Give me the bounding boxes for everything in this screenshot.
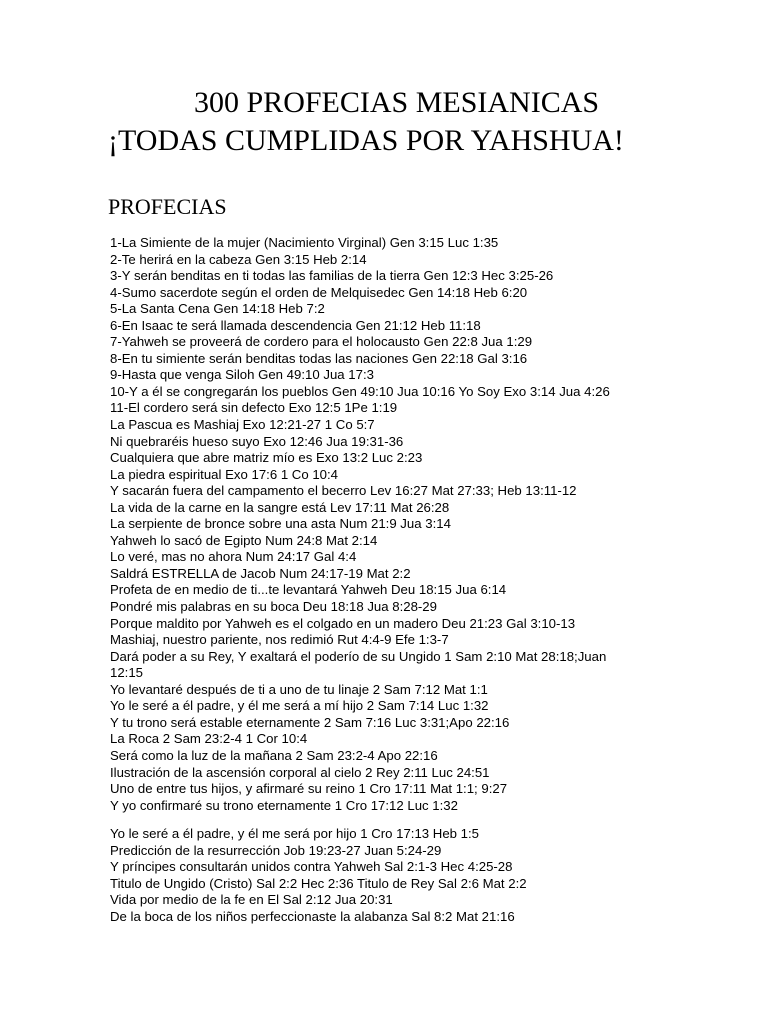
- list-item: 12:15: [110, 665, 144, 681]
- list-item: La vida de la carne en la sangre está Lev 17:11 Mat 26:28: [110, 499, 450, 515]
- list-item: Dará poder a su Rey, Y exaltará el poderío de su Ungido 1 Sam 2:10 Mat 28:18;Juan: [110, 648, 607, 664]
- list-item: La Pascua es Mashiaj Exo 12:21-27 1 Co 5:7: [110, 417, 375, 433]
- list-item: Yo le seré a él padre, y él me será por hijo 1 Cro 17:13 Heb 1:5: [110, 826, 479, 841]
- list-item: 4-Sumo sacerdote según el orden de Melquisedec Gen 14:18 Heb 6:20: [110, 284, 528, 300]
- list-item: 8-En tu simiente serán benditas todas las naciones Gen 22:18 Gal 3:16: [110, 350, 528, 366]
- list-item: Yo le seré a él padre, y él me será a mí hijo 2 Sam 7:14 Luc 1:32: [110, 698, 489, 714]
- document-title-line1: 300 PROFECIAS MESIANICAS: [194, 86, 600, 119]
- list-item: De la boca de los niños perfeccionaste la alabanza Sal 8:2 Mat 21:16: [110, 908, 515, 924]
- list-item: Vida por medio de la fe en El Sal 2:12 Jua 20:31: [110, 892, 393, 908]
- prophecy-list-block1: [110, 235, 670, 814]
- list-item: Lo veré, mas no ahora Num 24:17 Gal 4:4: [110, 549, 357, 565]
- list-item: Yahweh lo sacó de Egipto Num 24:8 Mat 2:14: [110, 532, 378, 548]
- list-item: Ni quebraréis hueso suyo Exo 12:46 Jua 19:31-36: [110, 433, 404, 449]
- list-item: Porque maldito por Yahweh es el colgado en un madero Deu 21:23 Gal 3:10-13: [110, 615, 576, 631]
- list-item: Profeta de en medio de ti...te levantará Yahweh Deu 18:15 Jua 6:14: [110, 582, 507, 598]
- list-item: La piedra espiritual Exo 17:6 1 Co 10:4: [110, 466, 338, 482]
- list-item: Y tu trono será estable eternamente 2 Sam 7:16 Luc 3:31;Apo 22:16: [110, 714, 510, 730]
- list-item: 11-El cordero será sin defecto Exo 12:5 1Pe 1:19: [110, 400, 398, 416]
- list-item: 9-Hasta que venga Siloh Gen 49:10 Jua 17:3: [110, 367, 374, 383]
- document-title-line2: ¡TODAS CUMPLIDAS POR YAHSHUA!: [108, 124, 624, 157]
- list-item: Predicción de la resurrección Job 19:23-27 Juan 5:24-29: [110, 842, 442, 858]
- list-item: Mashiaj, nuestro pariente, nos redimió Rut 4:4-9 Efe 1:3-7: [110, 632, 449, 648]
- list-item: La serpiente de bronce sobre una asta Num 21:9 Jua 3:14: [110, 516, 451, 532]
- list-item: 7-Yahweh se proveerá de cordero para el holocausto Gen 22:8 Jua 1:29: [110, 334, 533, 350]
- section-heading: PROFECIAS: [108, 194, 227, 219]
- list-item: 2-Te herirá en la cabeza Gen 3:15 Heb 2:14: [110, 251, 367, 267]
- list-item: 5-La Santa Cena Gen 14:18 Heb 7:2: [110, 301, 325, 317]
- list-item: Uno de entre tus hijos, y afirmaré su reino 1 Cro 17:11 Mat 1:1; 9:27: [110, 781, 508, 797]
- list-item: Cualquiera que abre matriz mío es Exo 13:2 Luc 2:23: [110, 450, 423, 466]
- list-item: Y sacarán fuera del campamento el becerro Lev 16:27 Mat 27:33; Heb 13:11-12: [110, 483, 577, 499]
- list-item: 3-Y serán benditas en ti todas las familias de la tierra Gen 12:3 Hec 3:25-26: [110, 268, 554, 284]
- list-item: Ilustración de la ascensión corporal al cielo 2 Rey 2:11 Luc 24:51: [110, 764, 490, 780]
- list-item: Saldrá ESTRELLA de Jacob Num 24:17-19 Mat 2:2: [110, 565, 411, 581]
- list-item: Titulo de Ungido (Cristo) Sal 2:2 Hec 2:36 Titulo de Rey Sal 2:6 Mat 2:2: [110, 875, 527, 891]
- prophecy-list-block2: [110, 826, 670, 925]
- list-item: 6-En Isaac te será llamada descendencia Gen 21:12 Heb 11:18: [110, 317, 481, 333]
- list-item: Será como la luz de la mañana 2 Sam 23:2-4 Apo 22:16: [110, 747, 438, 763]
- list-item: Y príncipes consultarán unidos contra Yahweh Sal 2:1-3 Hec 4:25-28: [110, 859, 513, 875]
- list-item: 1-La Simiente de la mujer (Nacimiento Virginal) Gen 3:15 Luc 1:35: [110, 235, 499, 250]
- list-item: Y yo confirmaré su trono eternamente 1 Cro 17:12 Luc 1:32: [110, 797, 458, 813]
- list-item: Pondré mis palabras en su boca Deu 18:18 Jua 8:28-29: [110, 599, 437, 615]
- list-item: 10-Y a él se congregarán los pueblos Gen 49:10 Jua 10:16 Yo Soy Exo 3:14 Jua 4:26: [110, 383, 610, 399]
- list-item: Yo levantaré después de ti a uno de tu linaje 2 Sam 7:12 Mat 1:1: [110, 681, 488, 697]
- list-item: La Roca 2 Sam 23:2-4 1 Cor 10:4: [110, 731, 308, 747]
